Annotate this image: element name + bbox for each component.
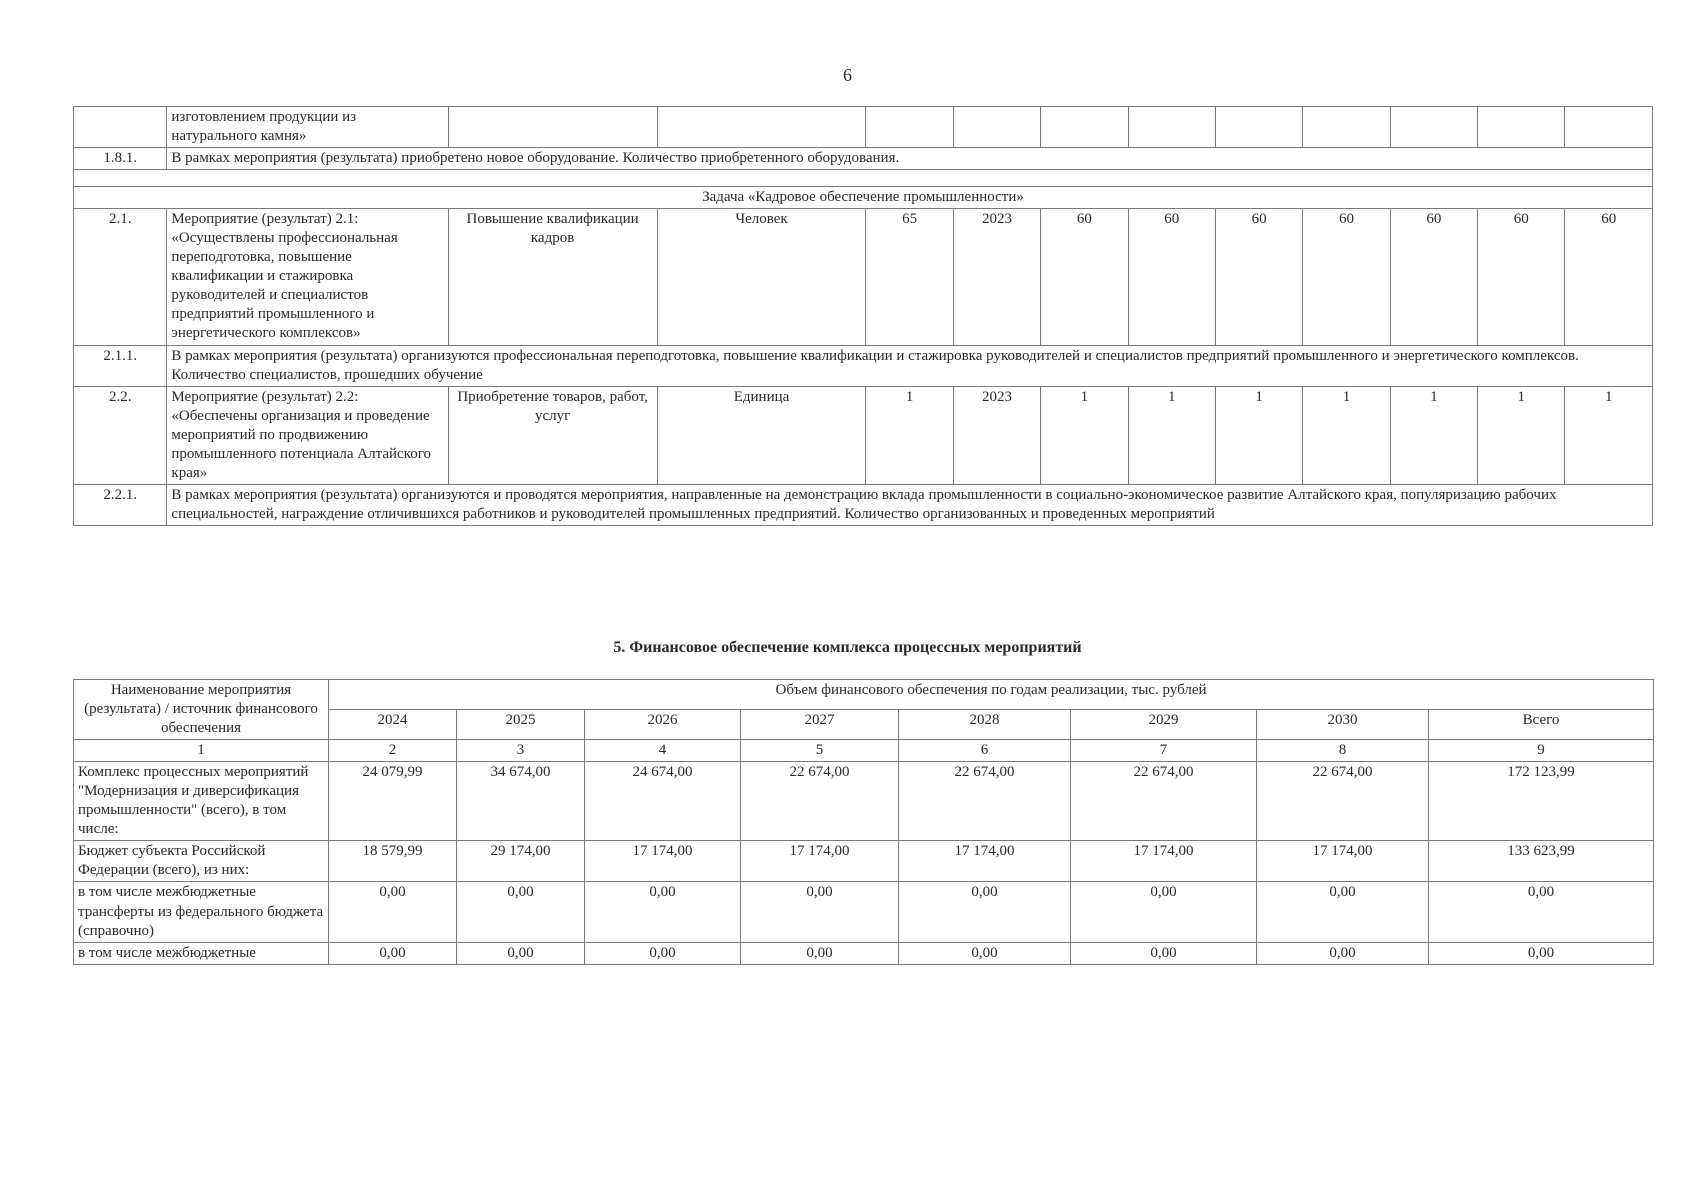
row-number: 1.8.1. <box>74 148 167 170</box>
result-name: Мероприятие (результат) 2.1: «Осуществлены профессиональная переподготовка, повышение квалификации и стажировка руководителей и специалистов предприятий промышленного и энергетического комплексов» <box>167 209 448 345</box>
amount: 0,00 <box>457 942 585 964</box>
total-amount: 0,00 <box>1429 942 1654 964</box>
table-row <box>74 841 1654 882</box>
column-number: 1 <box>74 740 329 762</box>
column-number: 8 <box>1257 740 1429 762</box>
unit: Единица <box>657 386 866 484</box>
total-amount: 172 123,99 <box>1429 762 1654 841</box>
year-value: 1 <box>1565 386 1653 484</box>
column-number: 6 <box>899 740 1071 762</box>
amount: 17 174,00 <box>741 841 899 882</box>
row-description: В рамках мероприятия (результата) организуются и проводятся мероприятия, направленные на демонстрацию вклада промышленности в социально-экономическое развитие Алтайского края, популяризацию рабочих специальностей, награждение отличившихся работников и руководителей промышленных предприятий. Количество организованных и проведенных мероприятий <box>167 484 1653 525</box>
amount: 0,00 <box>1257 882 1429 942</box>
amount: 0,00 <box>457 882 585 942</box>
amount: 0,00 <box>741 882 899 942</box>
year-value: 1 <box>1041 386 1128 484</box>
year-value: 60 <box>1303 209 1390 345</box>
amount: 0,00 <box>899 942 1071 964</box>
amount: 17 174,00 <box>585 841 741 882</box>
year-header: 2026 <box>585 710 741 740</box>
year-value: 1 <box>1215 386 1302 484</box>
column-number-row <box>74 740 1654 762</box>
financing-table <box>73 679 1654 965</box>
source-name: Комплекс процессных мероприятий "Модернизация и диверсификация промышленности" (всего), в том числе: <box>74 762 329 841</box>
table-row <box>74 484 1653 525</box>
amount: 0,00 <box>741 942 899 964</box>
column-number: 4 <box>585 740 741 762</box>
amount: 18 579,99 <box>329 841 457 882</box>
table-row <box>74 107 1653 148</box>
section-title: 5. Финансовое обеспечение комплекса процессных мероприятий <box>613 639 1082 656</box>
table-header-row <box>74 680 1654 710</box>
unit: Человек <box>657 209 866 345</box>
result-type: Повышение квалификации кадров <box>448 209 657 345</box>
base-value: 65 <box>866 209 953 345</box>
task-row <box>74 187 1653 209</box>
amount: 24 674,00 <box>585 762 741 841</box>
source-name: в том числе межбюджетные трансферты из федерального бюджета (справочно) <box>74 882 329 942</box>
base-year: 2023 <box>953 386 1040 484</box>
amount: 0,00 <box>585 942 741 964</box>
year-value: 60 <box>1478 209 1565 345</box>
year-value: 1 <box>1390 386 1477 484</box>
source-name: в том числе межбюджетные <box>74 942 329 964</box>
amount: 0,00 <box>1071 882 1257 942</box>
year-header: 2024 <box>329 710 457 740</box>
year-value: 1 <box>1478 386 1565 484</box>
year-value: 1 <box>1128 386 1215 484</box>
column-number: 7 <box>1071 740 1257 762</box>
year-value: 60 <box>1565 209 1653 345</box>
row-description: В рамках мероприятия (результата) организуются профессиональная переподготовка, повышение квалификации и стажировка руководителей и специалистов предприятий промышленного и энергетического комплексов. Количество специалистов, прошедших обучение <box>167 345 1653 386</box>
amount: 0,00 <box>899 882 1071 942</box>
amount: 34 674,00 <box>457 762 585 841</box>
column-number: 3 <box>457 740 585 762</box>
table-row <box>74 762 1654 841</box>
year-header: 2027 <box>741 710 899 740</box>
amount: 0,00 <box>329 882 457 942</box>
year-value: 60 <box>1215 209 1302 345</box>
amount: 22 674,00 <box>1257 762 1429 841</box>
task-title: Задача «Кадровое обеспечение промышленности» <box>74 187 1653 209</box>
total-header: Всего <box>1429 710 1654 740</box>
year-header: 2025 <box>457 710 585 740</box>
amount: 22 674,00 <box>741 762 899 841</box>
row-number: 2.1. <box>74 209 167 345</box>
table-row <box>74 209 1653 345</box>
year-header: 2028 <box>899 710 1071 740</box>
row-number: 2.1.1. <box>74 345 167 386</box>
year-value: 60 <box>1390 209 1477 345</box>
amount: 0,00 <box>329 942 457 964</box>
result-name-fragment: изготовлением продукции из натурального камня» <box>167 107 448 148</box>
page-number: 6 <box>843 65 852 85</box>
table-row <box>74 148 1653 170</box>
table-row <box>74 942 1654 964</box>
row-number: 2.2.1. <box>74 484 167 525</box>
year-header: 2029 <box>1071 710 1257 740</box>
result-name: Мероприятие (результат) 2.2: «Обеспечены организация и проведение мероприятий по продвижению промышленного потенциала Алтайского края» <box>167 386 448 484</box>
amount: 22 674,00 <box>1071 762 1257 841</box>
column-number: 9 <box>1429 740 1654 762</box>
total-amount: 133 623,99 <box>1429 841 1654 882</box>
base-value: 1 <box>866 386 953 484</box>
column-number: 5 <box>741 740 899 762</box>
table-row <box>74 386 1653 484</box>
amount: 17 174,00 <box>1257 841 1429 882</box>
column-number: 2 <box>329 740 457 762</box>
year-header: 2030 <box>1257 710 1429 740</box>
row-number: 2.2. <box>74 386 167 484</box>
amount: 0,00 <box>1257 942 1429 964</box>
amount: 17 174,00 <box>899 841 1071 882</box>
amount: 17 174,00 <box>1071 841 1257 882</box>
amount: 0,00 <box>585 882 741 942</box>
year-value: 60 <box>1041 209 1128 345</box>
amount: 29 174,00 <box>457 841 585 882</box>
volume-header: Объем финансового обеспечения по годам реализации, тыс. рублей <box>329 680 1654 710</box>
amount: 24 079,99 <box>329 762 457 841</box>
year-value: 60 <box>1128 209 1215 345</box>
table-row <box>74 345 1653 386</box>
total-amount: 0,00 <box>1429 882 1654 942</box>
amount: 0,00 <box>1071 942 1257 964</box>
amount: 22 674,00 <box>899 762 1071 841</box>
source-name: Бюджет субъекта Российской Федерации (всего), из них: <box>74 841 329 882</box>
year-value: 1 <box>1303 386 1390 484</box>
base-year: 2023 <box>953 209 1040 345</box>
row-description: В рамках мероприятия (результата) приобретено новое оборудование. Количество приобретенного оборудования. <box>167 148 1653 170</box>
results-table <box>73 106 1653 526</box>
table-row <box>74 170 1653 187</box>
name-column-header: Наименование мероприятия (результата) / источник финансового обеспечения <box>74 680 329 740</box>
table-row <box>74 882 1654 942</box>
result-type: Приобретение товаров, работ, услуг <box>448 386 657 484</box>
